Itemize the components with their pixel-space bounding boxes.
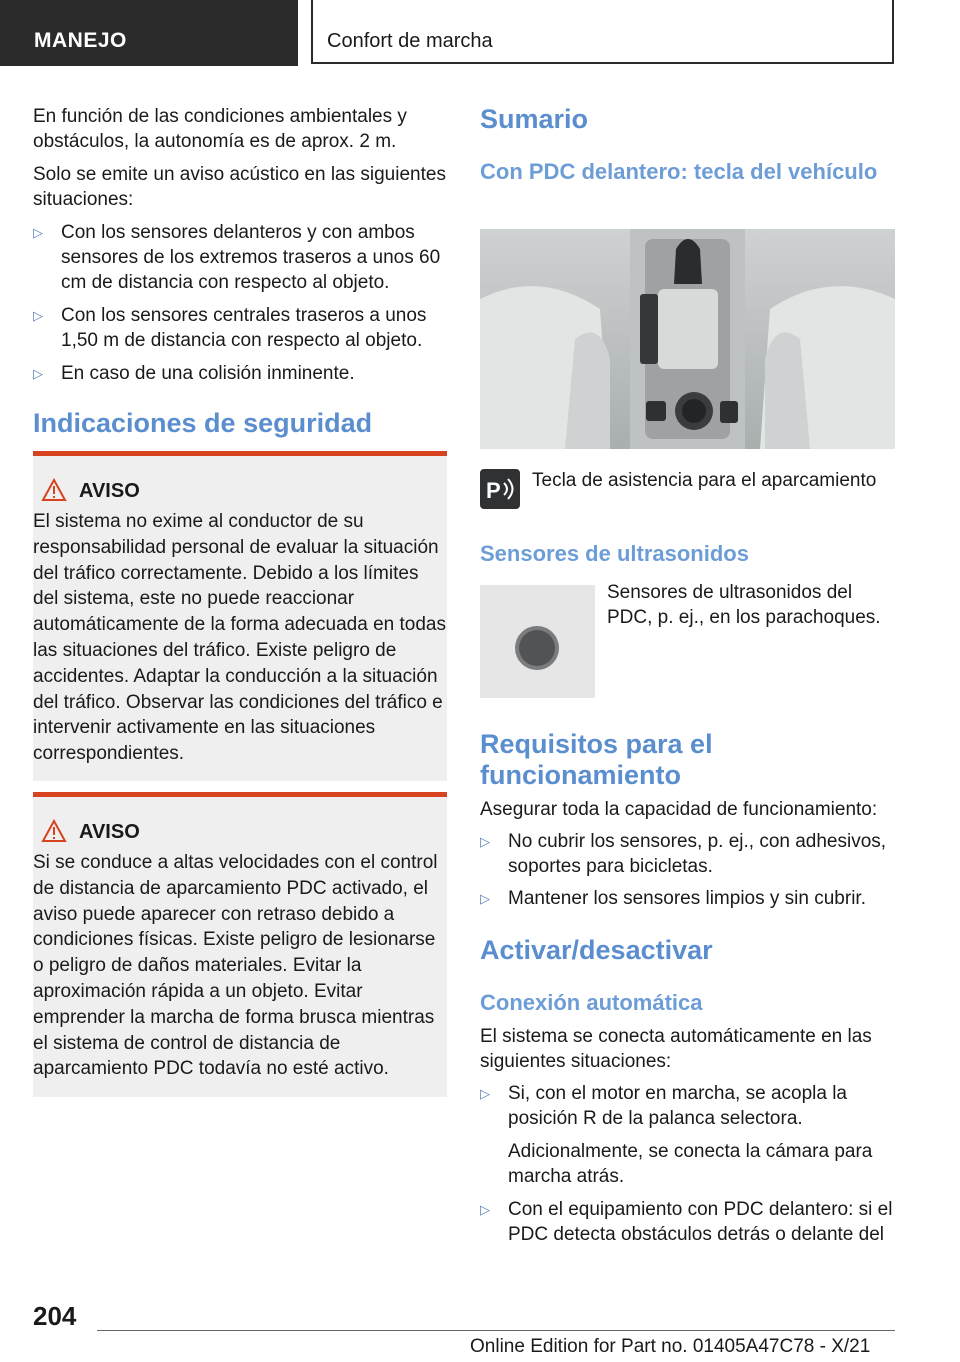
- ultrasonic-heading: Sensores de ultrasonidos: [480, 541, 749, 566]
- list-item: ▷ Si, con el motor en marcha, se acopla la posición R de la palanca selectora.: [480, 1083, 848, 1129]
- list-item: ▷ No cubrir los sensores, p. ej., con adhesivos, soportes para bicicletas.: [480, 831, 887, 877]
- warning-box: [33, 792, 447, 1097]
- sensors-caption: Sensores de ultrasonidos del PDC, p. ej., en los parachoques.: [607, 582, 881, 628]
- activate-heading: Activar/desactivar: [480, 935, 713, 965]
- warning-triangle-icon: [41, 819, 67, 843]
- warning-title: AVISO: [79, 821, 140, 843]
- bullet-triangle-icon: ▷: [33, 308, 43, 323]
- park-assist-button-icon: [480, 469, 520, 509]
- footer-divider: [97, 1330, 895, 1331]
- warning-triangle-icon: [41, 478, 67, 502]
- section-title: MANEJO: [34, 29, 127, 52]
- list-item: ▷ Con los sensores delanteros y con ambos sensores de los extremos traseros a unos 60 cm de distancia con respecto al objeto.: [33, 222, 441, 293]
- svg-text:P: P: [486, 478, 501, 503]
- list-item: ▷ Con los sensores centrales traseros a unos 1,50 m de distancia con respecto al objeto.: [33, 305, 427, 351]
- list-item: ▷ En caso de una colisión inminente.: [33, 363, 355, 384]
- list-item: ▷ Con el equipamiento con PDC delantero: si el PDC detecta obstáculos detrás o delante del: [480, 1199, 893, 1245]
- button-caption: Tecla de asistencia para el aparcamiento: [532, 470, 877, 491]
- intro-paragraph-1: En función de las condiciones ambientales y obstáculos, la autonomía es de aprox. 2 m.: [33, 106, 407, 152]
- center-console-photo: [480, 229, 895, 449]
- bullet-triangle-icon: ▷: [480, 891, 490, 906]
- safety-heading: Indicaciones de seguridad: [33, 408, 373, 438]
- section-tab: [0, 0, 298, 66]
- bullet-triangle-icon: ▷: [480, 1202, 490, 1217]
- warning-title: AVISO: [79, 480, 140, 502]
- bullet-triangle-icon: ▷: [480, 1086, 490, 1101]
- chapter-title: Confort de marcha: [327, 30, 493, 52]
- auto-connect-heading: Conexión automática: [480, 990, 703, 1015]
- requirements-heading: Requisitos para el funcionamiento: [480, 729, 713, 790]
- sumario-heading: Sumario: [480, 104, 589, 134]
- auto-connect-intro: El sistema se conecta automáticamente en las siguientes situaciones:: [480, 1026, 872, 1072]
- warning-body: Si se conduce a altas velocidades con el control de distancia de aparcamiento PDC activado, el aviso puede aparecer con retraso debido a condiciones físicas. Existe peligro de lesionarse o peligro de daños materiales. Evitar la aproximación rápida a un objeto. Evitar emprender la marcha de forma brusca mientras el sistema de control de distancia de aparcamiento PDC todavía no esté activo.: [33, 852, 438, 1080]
- chapter-tab: [311, 0, 894, 64]
- auto-connect-note: Adicionalmente, se conecta la cámara para marcha atrás.: [508, 1141, 873, 1187]
- pdc-front-heading: Con PDC delantero: tecla del vehículo: [480, 159, 878, 184]
- bullet-triangle-icon: ▷: [33, 366, 43, 381]
- warning-box: [33, 451, 447, 781]
- intro-paragraph-2: Solo se emite un aviso acústico en las siguientes situaciones:: [33, 164, 446, 210]
- ultrasonic-sensor-photo: [480, 585, 595, 698]
- list-item: ▷ Mantener los sensores limpios y sin cubrir.: [480, 888, 866, 909]
- footer-edition: Online Edition for Part no. 01405A47C78 - X/21: [470, 1336, 871, 1357]
- warning-body: El sistema no exime al conductor de su responsabilidad personal de evaluar la situación del tráfico correctamente. Debido a los límites del sistema, este no puede reaccionar automáticamente de la forma adecuada en todas las situaciones del tráfico. Existe peligro de accidentes. Adaptar la conducción a la situación del tráfico. Observar las condiciones del tráfico e intervenir activamente en las situaciones correspondientes.: [33, 511, 446, 765]
- requirements-intro: Asegurar toda la capacidad de funcionamiento:: [480, 799, 878, 820]
- page-number: 204: [33, 1301, 77, 1331]
- bullet-triangle-icon: ▷: [33, 225, 43, 240]
- bullet-triangle-icon: ▷: [480, 834, 490, 849]
